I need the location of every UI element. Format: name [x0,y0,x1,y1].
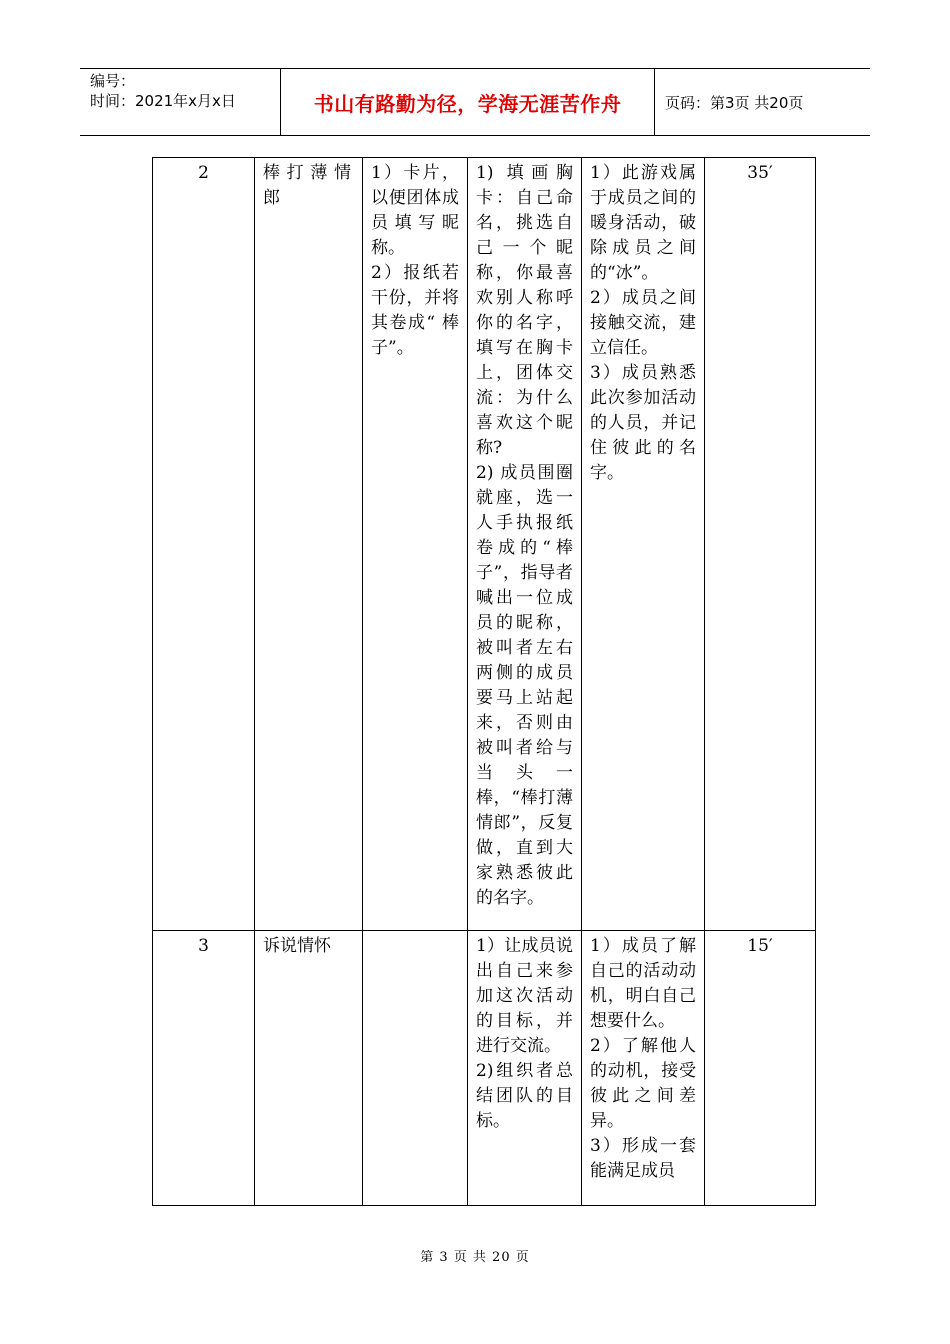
activity-table [152,157,816,1206]
row-number: 3 [153,931,255,1206]
steps-item: 1）让成员说出自己来参加这次活动的目标，并进行交流。 [476,936,573,1056]
goals-item: 3）形成一套能满足成员 [590,1136,696,1181]
materials-cell [363,158,468,931]
goals-cell [582,158,705,931]
steps-cell [468,158,582,931]
steps-item: 1) 填画胸卡：自己命名，挑选自己一个昵称，你最喜欢别人称呼你的名字，填写在胸卡上，团体交流：为什么喜欢这个昵称? [476,163,573,458]
number-label: 编号： [90,72,136,90]
time-label: 时间：2021年x月x日 [90,92,236,110]
motto: 书山有路勤为径，学海无涯苦作舟 [281,69,655,135]
goals-cell [582,931,705,1206]
materials-cell [363,931,468,1206]
duration: 35′ [705,158,816,931]
table-row [153,158,816,931]
table-row [153,931,816,1206]
page-header [80,68,870,136]
goals-item: 1）成员了解自己的活动动机，明白自己想要什么。 [590,936,696,1031]
materials-item: 1）卡片，以便团体成员填写昵称。 [371,163,459,258]
activity-name: 诉说情怀 [255,931,363,1206]
goals-item: 2）了解他人的动机，接受彼此之间差异。 [590,1036,696,1131]
header-meta [80,69,281,135]
page-footer: 第 3 页 共 20 页 [420,1250,530,1265]
duration: 15′ [705,931,816,1206]
goals-item: 1）此游戏属于成员之间的暖身活动，破除成员之间的“冰”。 [590,163,696,283]
row-number: 2 [153,158,255,931]
materials-item: 2）报纸若干份，并将其卷成“ 棒子”。 [371,263,459,358]
steps-item: 2) 成员围圈就座，选一人手执报纸卷成的“棒子”，指导者喊出一位成员的昵称，被叫者左右两侧的成员要马上站起来，否则由被叫者给与当头一棒，“棒打薄情郎”，反复做，直到大家熟悉彼此的名字。 [476,463,573,908]
steps-item: 2)组织者总结团队的目标。 [476,1061,573,1131]
goals-item: 2）成员之间接触交流，建立信任。 [590,288,696,358]
activity-name: 棒打薄情郎 [255,158,363,931]
goals-item: 3）成员熟悉此次参加活动的人员，并记住彼此的名字。 [590,363,696,483]
page-code: 页码：第3页 共20页 [665,93,804,112]
steps-cell [468,931,582,1206]
